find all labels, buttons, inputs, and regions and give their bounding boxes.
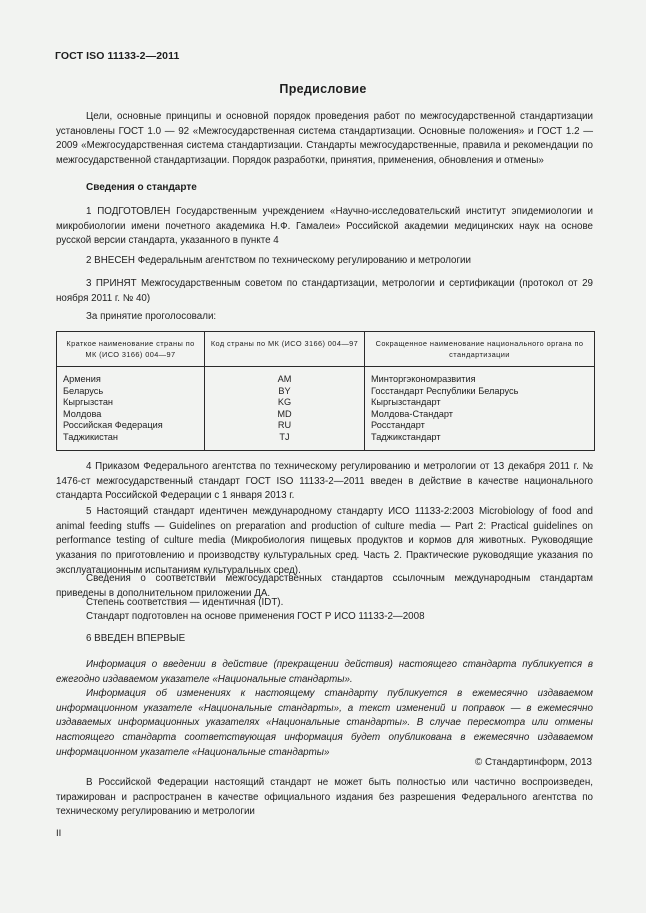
document-code-header: ГОСТ ISO 11133-2—2011 [55,50,180,62]
table-header-row [57,332,595,367]
body-cell: Кыргызстандарт [365,397,595,409]
column-header-body: Сокращенное наименование национального органа по стандартизации [365,332,595,367]
code-cell: AM [205,367,365,386]
country-cell: Таджикистан [57,432,205,450]
body-cell: Минторгэкономразвития [365,367,595,386]
country-cell: Беларусь [57,386,205,398]
table-row [57,397,595,409]
item-4-paragraph: 4 Приказом Федерального агентства по техническому регулированию и метрологии от 13 декабря 2011 г. № 1476-ст межгосударственный стандарт ГОСТ ISO 11133-2—2011 введен в действие в качестве национального стандарта Российской Федерации с 1 января 2013 г. [56,461,593,502]
copyright-line: © Стандартинформ, 2013 [475,757,592,768]
notice-introduction: Информация о введении в действие (прекращении действия) настоящего стандарта публикуется в ежегодно издаваемом указателе «Национальные стандарты». [56,659,593,685]
code-cell: TJ [205,432,365,450]
body-cell: Молдова-Стандарт [365,409,595,421]
table-row [57,420,595,432]
code-cell: BY [205,386,365,398]
item-3-paragraph: 3 ПРИНЯТ Межгосударственным советом по стандартизации, метрологии и сертификации (протокол от 29 ноября 2011 г. № 40) [56,278,593,304]
table-row [57,409,595,421]
body-cell: Росстандарт [365,420,595,432]
table-row [57,386,595,398]
country-cell: Армения [57,367,205,386]
body-cell: Таджикстандарт [365,432,595,450]
item-1-paragraph: 1 ПОДГОТОВЛЕН Государственным учреждением «Научно-исследовательский институт эпидемиологии и микробиологии имени почетного академика Н.Ф. Гамалеи» Российской академии медицинских наук на основе русской версии стандарта, указанного в пункте 4 [56,206,593,247]
item-5-correspondence-note: Сведения о соответствии межгосударственных стандартов ссылочным международным стандартам приведены в дополнительном приложении ДА. [56,573,593,599]
page-title: Предисловие [279,82,367,96]
item-6-paragraph: 6 ВВЕДЕН ВПЕРВЫЕ [86,633,186,644]
page-number: II [56,828,62,839]
item-2-paragraph: 2 ВНЕСЕН Федеральным агентством по техническому регулированию и метрологии [86,255,472,266]
column-header-country: Краткое наименование страны по МК (ИСО 3166) 004—97 [57,332,205,367]
notice-changes: Информация об изменениях к настоящему стандарту публикуется в ежемесячно издаваемом информационном указателе «Национальные стандарты», а текст изменений и поправок — в ежемесячно издаваемых информационных указателях «Национальные стандарты». В случае пересмотра или отмены настоящего стандарта соответствующая информация будет опубликована в ежемесячно издаваемом информационном указателе «Национальные стандарты» [56,688,593,758]
country-cell: Молдова [57,409,205,421]
closing-paragraph: В Российской Федерации настоящий стандарт не может быть полностью или частично воспроизведен, тиражирован и распространен в качестве официального издания без разрешения Федерального агентства по техническому регулированию и метрологии [56,777,593,818]
item-5-paragraph: 5 Настоящий стандарт идентичен международному стандарту ИСО 11133-2:2003 Microbiology of food and animal feeding stuffs — Guidelines on preparation and production of culture media — Part 2: Practical guidelines on performance testing of culture media (Микробиология пищевых продуктов и кормов для животных. Руководящие указания по приготовлению и производству культуральных сред. Часть 2. Практические руководящие указания по эксплуатационным испытаниям культуральных сред). [56,506,593,576]
column-header-code: Код страны по МК (ИСО 3166) 004—97 [205,332,365,367]
item-5-degree-note: Степень соответствия — идентичная (IDT). [86,597,284,608]
voted-label: За принятие проголосовали: [86,311,217,322]
intro-paragraph: Цели, основные принципы и основной порядок проведения работ по межгосударственной стандартизации установлены ГОСТ 1.0 — 92 «Межгосударственная система стандартизации. Основные положения» и ГОСТ 1.2 — 2009 «Межгосударственная система стандартизации. Стандарты межгосударственные, правила и рекомендации по межгосударственной стандартизации. Порядок разработки, принятия, применения, обновления и отмены» [56,111,593,167]
table-row [57,432,595,450]
country-cell: Кыргызстан [57,397,205,409]
info-heading: Сведения о стандарте [86,182,197,193]
country-cell: Российская Федерация [57,420,205,432]
code-cell: MD [205,409,365,421]
voting-table [56,331,595,451]
item-5-basis-note: Стандарт подготовлен на основе применения ГОСТ Р ИСО 11133-2—2008 [86,611,425,622]
code-cell: RU [205,420,365,432]
body-cell: Госстандарт Республики Беларусь [365,386,595,398]
table-row [57,367,595,386]
code-cell: KG [205,397,365,409]
